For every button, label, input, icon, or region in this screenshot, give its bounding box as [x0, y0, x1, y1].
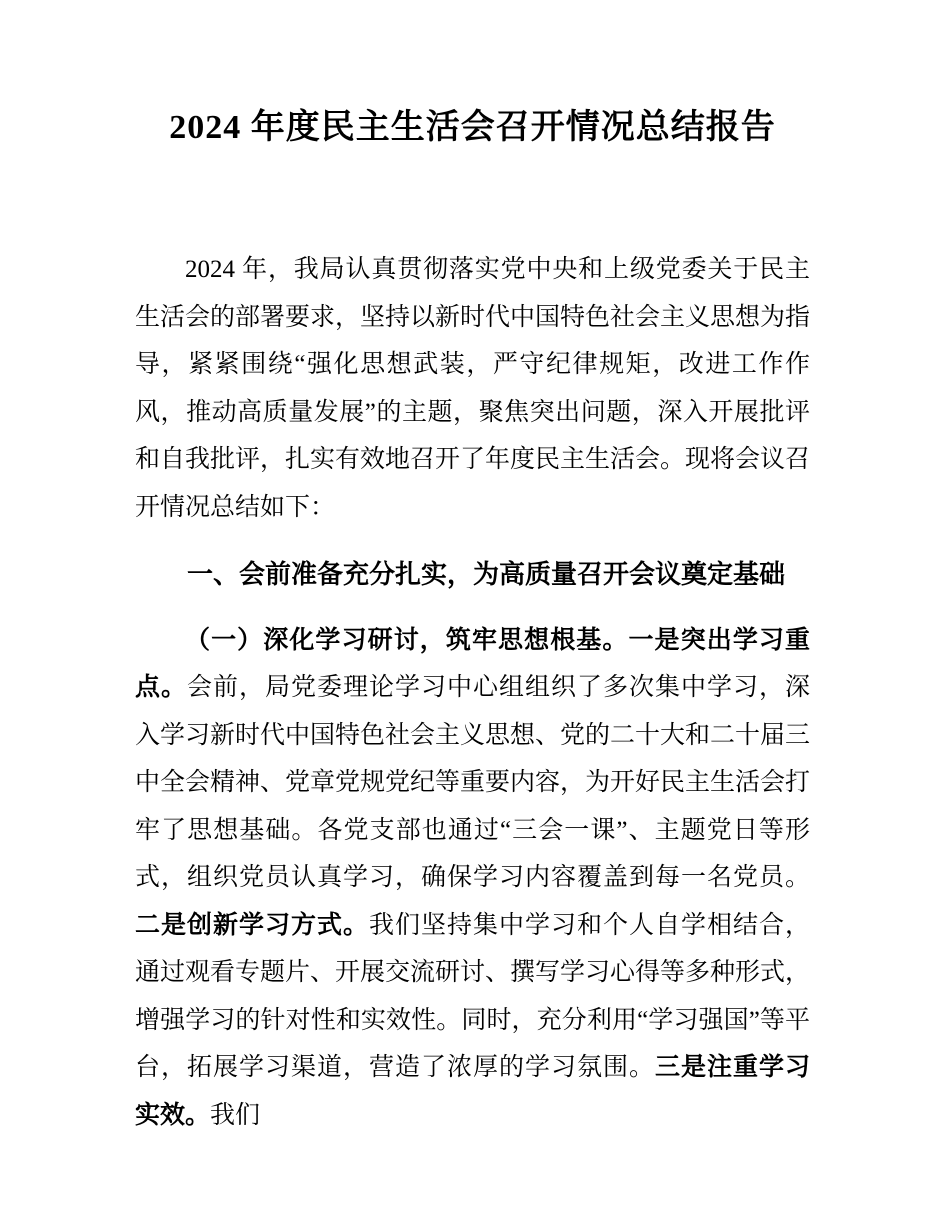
text-run-1: 会前，局党委理论学习中心组组织了多次集中学习，深入学习新时代中国特色社会主义思想、党的二十大和二十届三中全会精神、党章党规党纪等重要内容，为开好民主生活会打牢了思想基础。各党支部也通过“三会一课”、主题党日等形式，组织党员认真学习，确保学习内容覆盖到每一名党员。: [135, 674, 811, 892]
bold-run-point-3: 三是注重学习实效。: [135, 1053, 810, 1129]
section-1-paragraph-1: [135, 617, 810, 1140]
intro-paragraph: 2024 年，我局认真贯彻落实党中央和上级党委关于民主生活会的部署要求，坚持以新时代中国特色社会主义思想为指导，紧紧围绕“强化思想武装，严守纪律规矩，改进工作作风，推动高质量发展”的主题，聚焦突出问题，深入开展批评和自我批评，扎实有效地召开了年度民主生活会。现将会议召开情况总结如下：: [135, 256, 811, 521]
text-run-3: 我们: [210, 1101, 261, 1129]
section-1-heading: 一、会前准备充分扎实，为高质量召开会议奠定基础: [187, 559, 786, 590]
document-body: [135, 246, 810, 1139]
document-title: 2024 年度民主生活会召开情况总结报告: [169, 109, 776, 146]
bold-run-point-2: 二是创新学习方式。: [135, 910, 369, 939]
text-run-2: 我们坚持集中学习和个人自学相结合，通过观看专题片、开展交流研讨、撰写学习心得等多种形式，增强学习的针对性和实效性。同时，充分利用“学习强国”等平台，拓展学习渠道，营造了浓厚的学习氛围。: [135, 911, 811, 1082]
bold-run-point-1: （一）深化学习研讨，筑牢思想根基。一是突出学习重点。: [135, 625, 810, 702]
